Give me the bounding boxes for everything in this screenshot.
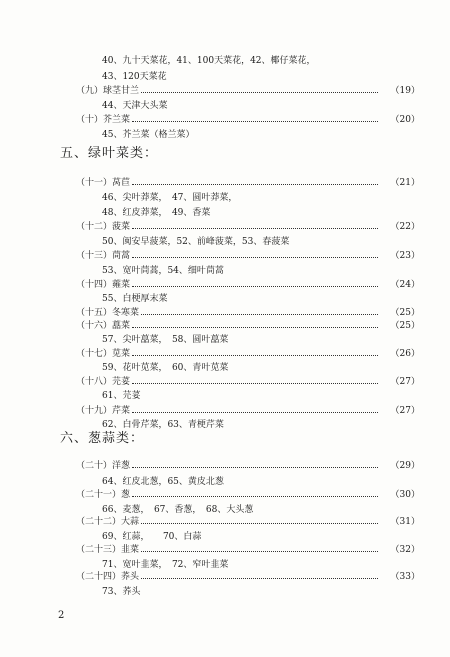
- entry-line: [76, 375, 420, 389]
- entry-page-number: （20）: [390, 115, 420, 125]
- entry-line: [76, 459, 420, 473]
- entry-title: （十八）芫荽: [76, 377, 131, 387]
- toc-subitem: [0, 235, 450, 249]
- toc-subitem: [0, 206, 450, 220]
- subitem-text: 43、120天菜花: [102, 72, 167, 82]
- entry-page-number: （29）: [390, 461, 420, 471]
- toc-subitem: [0, 475, 450, 489]
- subitem-text: 59、花叶苋菜， 60、青叶苋菜: [102, 363, 229, 373]
- entry-title: （十一）莴苣: [76, 178, 131, 188]
- entry-line: [76, 113, 420, 127]
- entry-line: [76, 347, 420, 361]
- toc-entry: [0, 319, 450, 333]
- subitem-text: 48、红皮莽菜， 49、香菜: [102, 208, 211, 218]
- entry-title: （二十二）大蒜: [76, 517, 140, 527]
- section-heading-allium: 六、葱蒜类：: [60, 431, 145, 446]
- entry-title: （二十）洋葱: [76, 461, 131, 471]
- entry-line: [76, 176, 420, 190]
- toc-entry: [0, 306, 450, 320]
- toc-subitem: [0, 333, 450, 347]
- entry-title: （二十一）葱: [76, 490, 131, 500]
- entry-title: （十六）藠菜: [76, 321, 131, 331]
- entry-title: （十七）苋菜: [76, 349, 131, 359]
- subitem-text: 66、麦葱， 67、香葱， 68、大头葱: [102, 505, 254, 515]
- entry-line: [76, 515, 420, 529]
- toc-subitem: [0, 99, 450, 113]
- subitem-text: 44、天津大头菜: [102, 101, 168, 111]
- dot-leader: [141, 550, 378, 552]
- subitem-text: 55、白梗厚末菜: [102, 294, 168, 304]
- toc-subitem: [0, 292, 450, 306]
- entry-title: （二十四）荞头: [76, 572, 140, 582]
- toc-entry: [0, 488, 450, 502]
- subitem-text: 61、芫荽: [102, 391, 141, 401]
- entry-page-number: （27）: [390, 406, 420, 416]
- dot-leader: [132, 285, 378, 287]
- subitem-text: 53、宽叶茼蒿，54、细叶茼蒿: [102, 266, 224, 276]
- toc-entry: [0, 375, 450, 389]
- subitem-text: 71、宽叶韭菜， 72、窄叶韭菜: [102, 560, 229, 570]
- dot-leader: [132, 326, 378, 328]
- entry-page-number: （27）: [390, 377, 420, 387]
- toc-entry: [0, 404, 450, 418]
- subitem-text: 73、荞头: [102, 587, 141, 597]
- entry-line: [76, 570, 420, 584]
- entry-title: （十）芥兰菜: [76, 115, 131, 125]
- dot-leader: [132, 227, 378, 229]
- toc-entry: [0, 84, 450, 98]
- toc-entry: [0, 249, 450, 263]
- dot-leader: [132, 495, 378, 497]
- toc-entry: [0, 347, 450, 361]
- subitem-text: 69、红蒜， 70、白蒜: [102, 532, 202, 542]
- entry-title: （十三）茼蒿: [76, 251, 131, 261]
- toc-subitem: [0, 264, 450, 278]
- entry-line: [76, 488, 420, 502]
- entry-page-number: （21）: [390, 178, 420, 188]
- dot-leader: [141, 522, 378, 524]
- toc-subitem: [0, 418, 450, 432]
- toc-subitem: [0, 70, 450, 84]
- toc-subitem: [0, 389, 450, 403]
- entry-page-number: （26）: [390, 349, 420, 359]
- entry-page-number: （31）: [390, 517, 420, 527]
- subitem-text: 45、芥兰菜（格兰菜）: [102, 130, 195, 140]
- toc-entry: [0, 278, 450, 292]
- entry-page-number: （30）: [390, 490, 420, 500]
- entry-page-number: （25）: [390, 321, 420, 331]
- dot-leader: [132, 354, 378, 356]
- toc-entry: [0, 113, 450, 127]
- entry-page-number: （19）: [390, 86, 420, 96]
- toc-entry: [0, 176, 450, 190]
- toc-subitem: [0, 54, 450, 68]
- entry-page-number: （32）: [390, 545, 420, 555]
- entry-title: （十五）冬寒菜: [76, 308, 140, 318]
- entry-title: （十二）菠菜: [76, 222, 131, 232]
- entry-title: （九）球茎甘兰: [76, 86, 140, 96]
- entry-line: [76, 404, 420, 418]
- toc-entry: [0, 459, 450, 473]
- entry-line: [76, 278, 420, 292]
- entry-line: [76, 84, 420, 98]
- dot-leader: [132, 382, 378, 384]
- toc-subitem: [0, 191, 450, 205]
- dot-leader: [132, 183, 378, 185]
- entry-page-number: （23）: [390, 251, 420, 261]
- entry-page-number: （24）: [390, 280, 420, 290]
- subitem-text: 40、九十天菜花，41、100天菜花，42、椰仔菜花，: [102, 56, 316, 66]
- entry-line: [76, 220, 420, 234]
- subitem-text: 62、白骨芹菜，63、青梗芹菜: [102, 420, 224, 430]
- dot-leader: [132, 466, 378, 468]
- entry-line: [76, 319, 420, 333]
- entry-title: （十四）蕹菜: [76, 280, 131, 290]
- dot-leader: [132, 411, 378, 413]
- toc-entry: [0, 570, 450, 584]
- subitem-text: 64、红皮北葱，65、黄皮北葱: [102, 477, 224, 487]
- subitem-text: 46、尖叶莽菜， 47、圆叶莽菜，: [102, 193, 238, 203]
- dot-leader: [132, 120, 378, 122]
- entry-title: （二十三）韭菜: [76, 545, 140, 555]
- toc-subitem: [0, 585, 450, 599]
- subitem-text: 57、尖叶藠菜， 58、圆叶藠菜: [102, 335, 229, 345]
- entry-title: （十九）芹菜: [76, 406, 131, 416]
- entry-line: [76, 249, 420, 263]
- toc-subitem: [0, 128, 450, 142]
- toc-entry: [0, 543, 450, 557]
- subitem-text: 50、闽安早菠菜，52、前峰菠菜，53、春菠菜: [102, 237, 290, 247]
- entry-line: [76, 306, 420, 320]
- dot-leader: [141, 313, 378, 315]
- toc-entry: [0, 220, 450, 234]
- section-heading-green-leafy: 五、绿叶菜类：: [60, 146, 159, 161]
- entry-page-number: （22）: [390, 222, 420, 232]
- dot-leader: [141, 91, 378, 93]
- dot-leader: [132, 256, 378, 258]
- page-number: 2: [58, 610, 65, 621]
- toc-subitem: [0, 530, 450, 544]
- toc-entry: [0, 515, 450, 529]
- entry-page-number: （33）: [390, 572, 420, 582]
- entry-page-number: （25）: [390, 308, 420, 318]
- entry-line: [76, 543, 420, 557]
- dot-leader: [141, 577, 378, 579]
- toc-subitem: [0, 361, 450, 375]
